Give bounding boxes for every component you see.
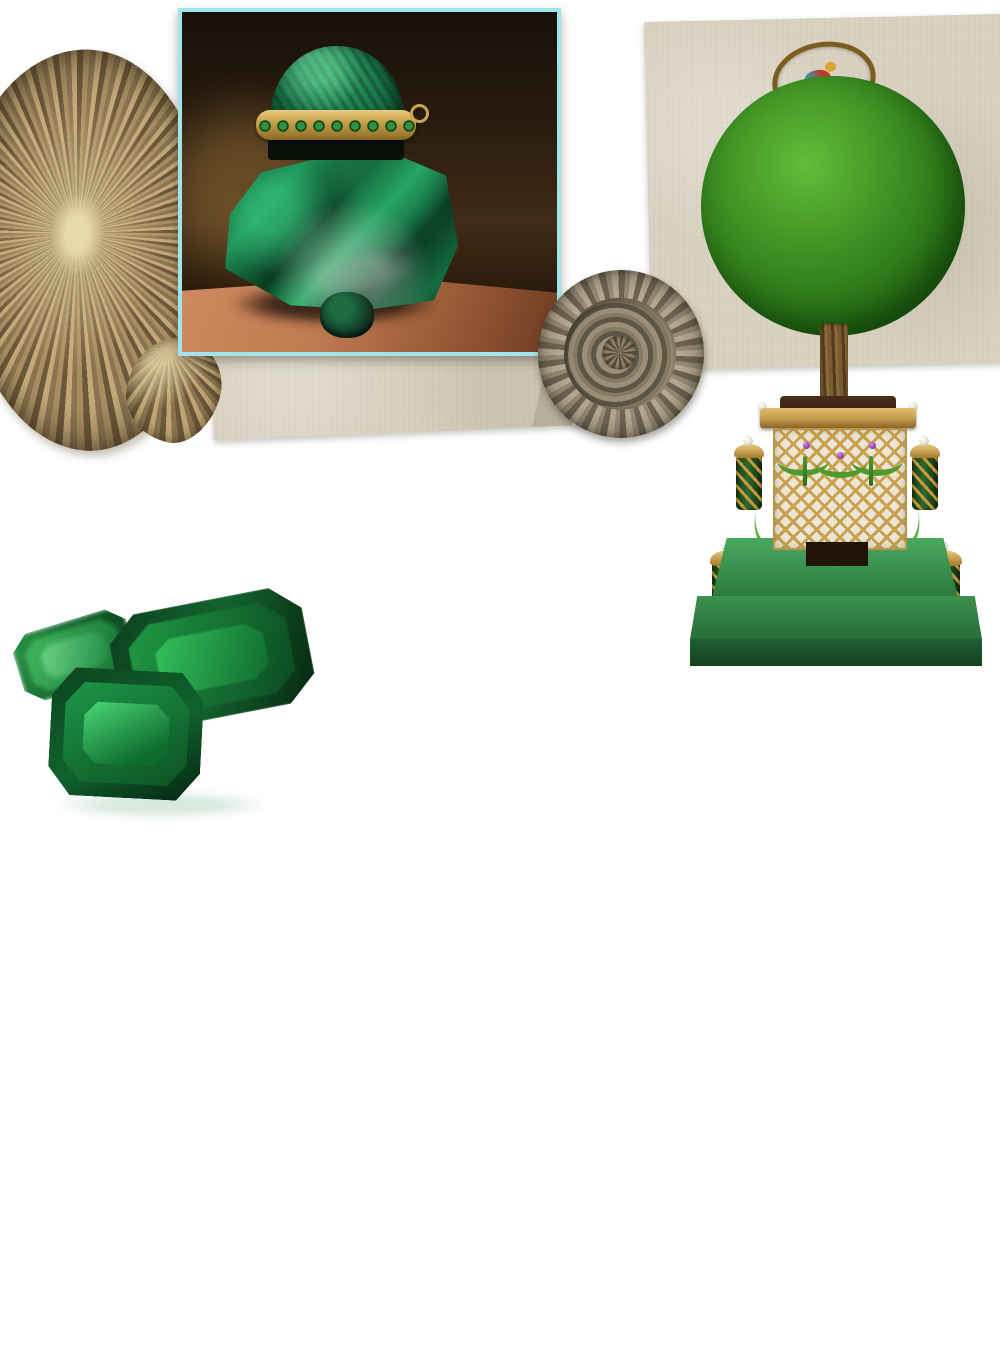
gold-jeweled-band xyxy=(256,110,416,140)
garland-swag xyxy=(851,444,903,476)
amethyst-cabochon xyxy=(803,442,810,449)
vessel-foot xyxy=(320,292,374,338)
post-pearl xyxy=(743,436,753,446)
garland-tassel xyxy=(869,456,873,486)
bay-tree-leaf-ball xyxy=(701,76,965,336)
garland-tassel xyxy=(803,456,807,486)
amethyst-cabochon xyxy=(869,442,876,449)
tub-shadow-gap xyxy=(806,542,868,566)
nephrite-base-front xyxy=(690,639,982,666)
cut-emerald-front xyxy=(47,666,205,802)
amethyst-cabochon xyxy=(837,452,844,459)
chalcedony-tub xyxy=(773,428,907,550)
gold-hook xyxy=(410,104,429,123)
planter-gold-rim xyxy=(760,408,916,428)
emerald-vessel-photo xyxy=(178,8,561,356)
post-cap xyxy=(734,444,764,458)
post-cap xyxy=(910,444,940,458)
nephrite-base-block xyxy=(690,596,982,640)
post-pearl xyxy=(919,436,929,446)
